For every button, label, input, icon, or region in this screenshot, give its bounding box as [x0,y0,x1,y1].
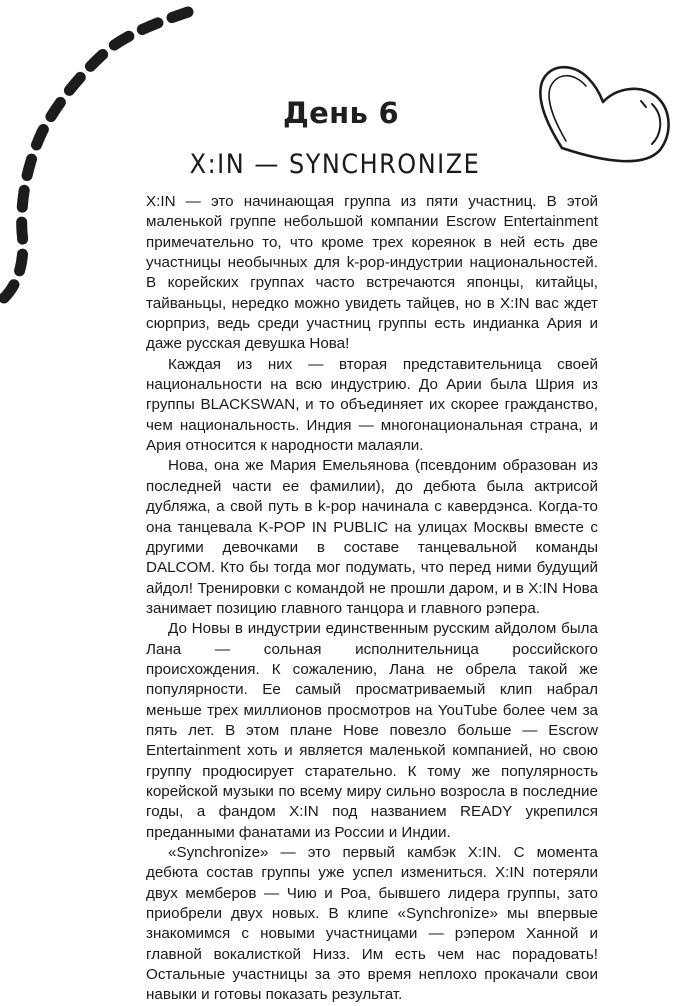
chapter-title: День 6 [283,96,399,130]
paragraph: Нова, она же Мария Емельянова (псевдоним образован из последней части ее фамилии), до дебюта была актрисой дубляжа, а свой путь в k-pop начинала с кавердэнса. Когда-то она танцевала K-POP IN PUBLIC на улицах Москвы вместе с другими девочками в составе танцевальной команды DALCOM. Кто бы тогда мог подумать, что перед ними будущий айдол! Тренировки с командой не прошли даром, и в X:IN Нова занимает позицию главного танцора и главного рэпера. [146,457,598,617]
paragraph: X:IN — это начинающая группа из пяти участниц. В этой маленькой группе небольшой компании Escrow Entertainment примечательно то, что кроме трех кореянок в ней есть две участницы необычных для k-pop-индустрии национальностей. В корейских группах часто встречаются японцы, китайцы, тайваньцы, нередко можно увидеть тайцев, но в X:IN вас ждет сюрприз, ведь среди участниц группы есть индианка Ария и даже русская девушка Нова! [146,193,598,353]
paragraph: До Новы в индустрии единственным русским айдолом была Лана — сольная исполнительница российского происхождения. К сожалению, Лана не обрела такой же популярности. Ее самый просматриваемый клип набрал меньше трех миллионов просмотров на YouTube более чем за пять лет. В этом плане Нове повезло больше — Escrow Entertainment хоть и является маленькой компанией, но свою группу продюсирует старательно. К тому же популярность корейской музыки по всему миру сильно возросла в последние годы, а фандом X:IN под названием READY укрепился преданными фанатами из России и Индии. [146,620,598,841]
paragraph: «Synchronize» — это первый камбэк X:IN. С момента дебюта состав группы уже успел измениться. X:IN потеряли двух мемберов — Чию и Роа, бывшего лидера группы, зато приобрели двух новых. В клипе «Synchronize» мы впервые знакомимся с новыми участницами — рэпером Ханной и главной вокалисткой Низз. Им есть чем нас порадовать! Остальные участницы за это время неплохо прокачали свои навыки и готовы показать результат. [146,844,598,1004]
paragraph: Каждая из них — вторая представительница своей национальности на всю индустрию. До Арии была Шрия из группы BLACKSWAN, и то объединяет их скорее гражданство, чем национальность. Индия — многонациональная страна, и Ария относится к народности малаяли. [146,355,598,455]
chapter-subtitle: X:IN — SYNCHRONIZE [189,148,481,180]
article-body [146,192,598,1006]
